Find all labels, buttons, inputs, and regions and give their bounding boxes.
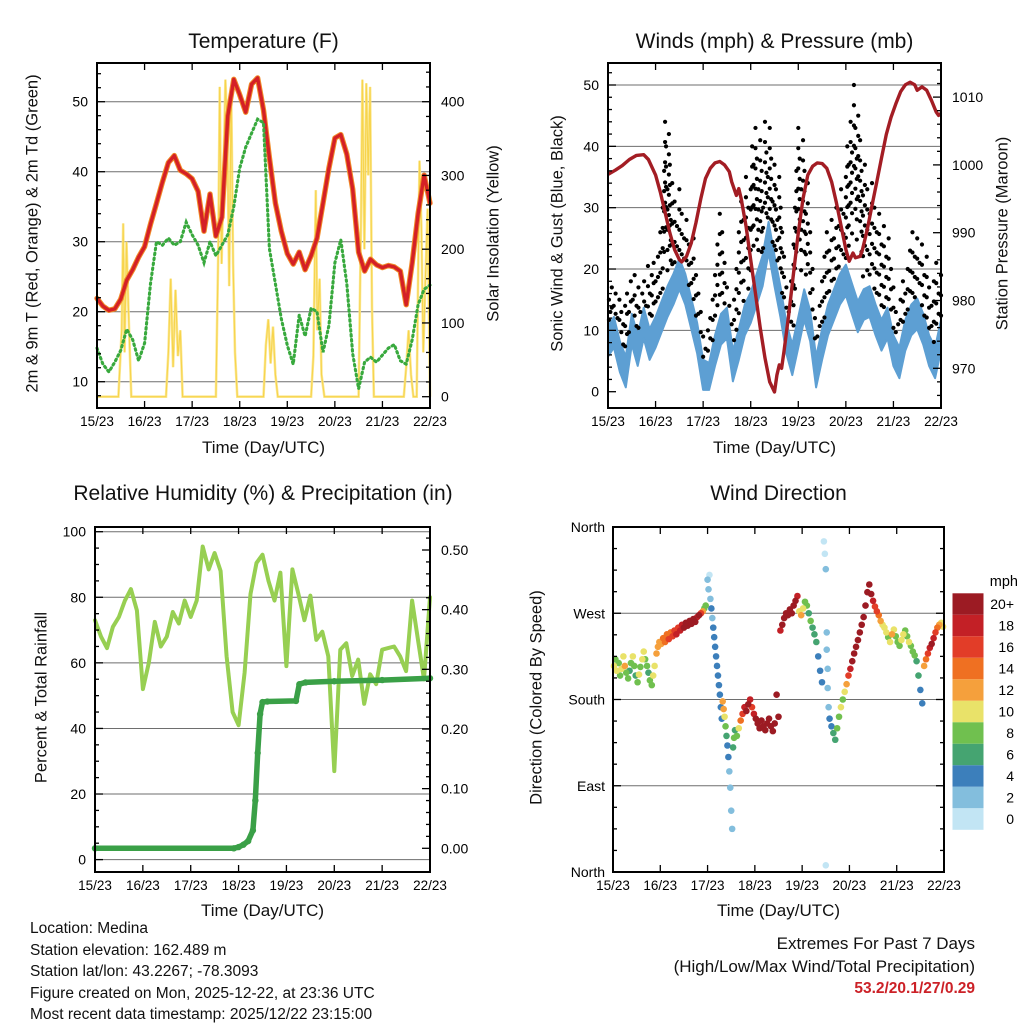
winds-x-axis-label: Time (Day/UTC) (712, 438, 837, 457)
direction-y-left-label: Direction (Colored By Speed) (527, 590, 546, 805)
svg-text:South: South (568, 691, 605, 708)
svg-text:19/23: 19/23 (785, 878, 820, 893)
svg-text:20/23: 20/23 (317, 878, 352, 893)
svg-text:20: 20 (583, 261, 599, 278)
extremes-block (674, 933, 975, 1001)
svg-text:North: North (570, 519, 605, 535)
svg-text:0: 0 (441, 388, 449, 405)
svg-text:0.40: 0.40 (441, 601, 469, 618)
svg-text:1000: 1000 (952, 156, 984, 173)
winds-panel-title: Winds (mph) & Pressure (mb) (635, 30, 914, 53)
svg-text:0.30: 0.30 (441, 661, 469, 678)
svg-text:990: 990 (952, 224, 976, 241)
most-recent-data-timestamp: Most recent data timestamp: 2025/12/22 23:15:00 (30, 1006, 373, 1023)
svg-text:8: 8 (1006, 725, 1014, 742)
svg-text:980: 980 (952, 292, 976, 309)
svg-text:18/23: 18/23 (733, 414, 768, 429)
station-info-block (30, 918, 375, 1026)
svg-text:18/23: 18/23 (222, 414, 257, 429)
svg-text:0.00: 0.00 (441, 840, 469, 857)
svg-text:30: 30 (583, 199, 599, 216)
svg-text:20/23: 20/23 (317, 414, 352, 429)
svg-text:40: 40 (70, 720, 86, 737)
svg-text:30: 30 (72, 233, 88, 250)
station-location: Location: Medina (30, 920, 149, 937)
svg-text:North: North (570, 864, 605, 880)
svg-text:20+: 20+ (990, 596, 1014, 613)
svg-text:15/23: 15/23 (596, 878, 630, 893)
direction-x-axis-label: Time (Day/UTC) (716, 901, 841, 920)
svg-text:19/23: 19/23 (270, 414, 305, 429)
svg-text:20/23: 20/23 (828, 414, 863, 429)
svg-text:East: East (576, 777, 605, 794)
svg-text:22/23: 22/23 (413, 414, 447, 429)
svg-text:15/23: 15/23 (591, 414, 625, 429)
svg-text:21/23: 21/23 (879, 878, 914, 893)
svg-text:14: 14 (998, 660, 1014, 677)
svg-text:0: 0 (1006, 811, 1014, 828)
svg-text:0.10: 0.10 (441, 780, 469, 797)
svg-text:16: 16 (998, 639, 1014, 656)
svg-text:16/23: 16/23 (127, 414, 162, 429)
svg-text:80: 80 (70, 589, 86, 606)
svg-text:10: 10 (583, 322, 599, 339)
svg-text:19/23: 19/23 (781, 414, 816, 429)
svg-text:300: 300 (441, 167, 465, 184)
svg-text:100: 100 (441, 314, 465, 331)
svg-text:22/23: 22/23 (413, 878, 447, 893)
svg-text:50: 50 (583, 77, 599, 93)
svg-text:2: 2 (1006, 789, 1014, 806)
svg-text:0: 0 (78, 851, 86, 868)
temperature-y-left-label: 2m & 9m T (Red, Orange) & 2m Td (Green) (23, 74, 42, 393)
svg-text:21/23: 21/23 (365, 878, 400, 893)
svg-text:18/23: 18/23 (221, 878, 256, 893)
svg-text:22/23: 22/23 (927, 878, 961, 893)
svg-text:15/23: 15/23 (80, 414, 114, 429)
svg-text:40: 40 (72, 163, 88, 180)
svg-text:22/23: 22/23 (924, 414, 958, 429)
svg-text:100: 100 (62, 523, 86, 540)
svg-text:40: 40 (583, 138, 599, 155)
temperature-panel-title: Temperature (F) (188, 30, 339, 53)
svg-text:19/23: 19/23 (269, 878, 304, 893)
humidity-y-left-label: Percent & Total Rainfall (32, 611, 51, 784)
winds-y-left-label: Sonic Wind & Gust (Blue, Black) (548, 115, 567, 352)
svg-text:0: 0 (591, 383, 599, 400)
winds-y-right-label: Station Pressure (Maroon) (993, 136, 1012, 331)
svg-text:12: 12 (998, 682, 1014, 699)
svg-text:20/23: 20/23 (832, 878, 867, 893)
direction-panel-title: Wind Direction (710, 482, 847, 505)
svg-text:17/23: 17/23 (175, 414, 210, 429)
svg-text:18: 18 (998, 617, 1014, 634)
temperature-x-axis-label: Time (Day/UTC) (201, 438, 326, 457)
extremes-values: 53.2/20.1/27/0.29 (854, 980, 975, 997)
svg-text:21/23: 21/23 (365, 414, 400, 429)
svg-text:4: 4 (1006, 768, 1014, 785)
svg-text:10: 10 (72, 373, 88, 390)
svg-text:17/23: 17/23 (173, 878, 208, 893)
humidity-panel-title: Relative Humidity (%) & Precipitation (in) (73, 482, 453, 505)
svg-text:16/23: 16/23 (638, 414, 673, 429)
svg-text:18/23: 18/23 (737, 878, 772, 893)
humidity-x-axis-label: Time (Day/UTC) (200, 901, 325, 920)
svg-text:0.50: 0.50 (441, 542, 469, 558)
svg-text:970: 970 (952, 360, 976, 377)
station-latlon: Station lat/lon: 43.2267; -78.3093 (30, 963, 259, 980)
station-elevation: Station elevation: 162.489 m (30, 941, 227, 959)
svg-text:West: West (573, 605, 605, 622)
svg-text:1010: 1010 (952, 89, 984, 106)
svg-text:200: 200 (441, 241, 465, 258)
figure-created-timestamp: Figure created on Mon, 2025-12-22, at 23:36 UTC (30, 984, 375, 1002)
svg-text:mph: mph (989, 574, 1018, 590)
svg-text:15/23: 15/23 (78, 878, 112, 893)
svg-text:21/23: 21/23 (876, 414, 911, 429)
svg-text:16/23: 16/23 (125, 878, 160, 893)
svg-text:50: 50 (72, 93, 88, 110)
extremes-subtitle: (High/Low/Max Wind/Total Precipitation) (673, 956, 975, 976)
svg-text:20: 20 (70, 786, 86, 803)
svg-text:17/23: 17/23 (686, 414, 721, 429)
svg-text:20: 20 (72, 303, 88, 320)
svg-text:400: 400 (441, 93, 465, 110)
svg-text:16/23: 16/23 (643, 878, 678, 893)
svg-text:10: 10 (998, 703, 1014, 720)
temperature-y-right-label: Solar Insolation (Yellow) (484, 145, 503, 322)
svg-text:0.20: 0.20 (441, 720, 469, 737)
svg-text:6: 6 (1006, 746, 1014, 763)
svg-text:17/23: 17/23 (690, 878, 725, 893)
svg-text:60: 60 (70, 654, 86, 671)
extremes-title: Extremes For Past 7 Days (776, 934, 975, 953)
